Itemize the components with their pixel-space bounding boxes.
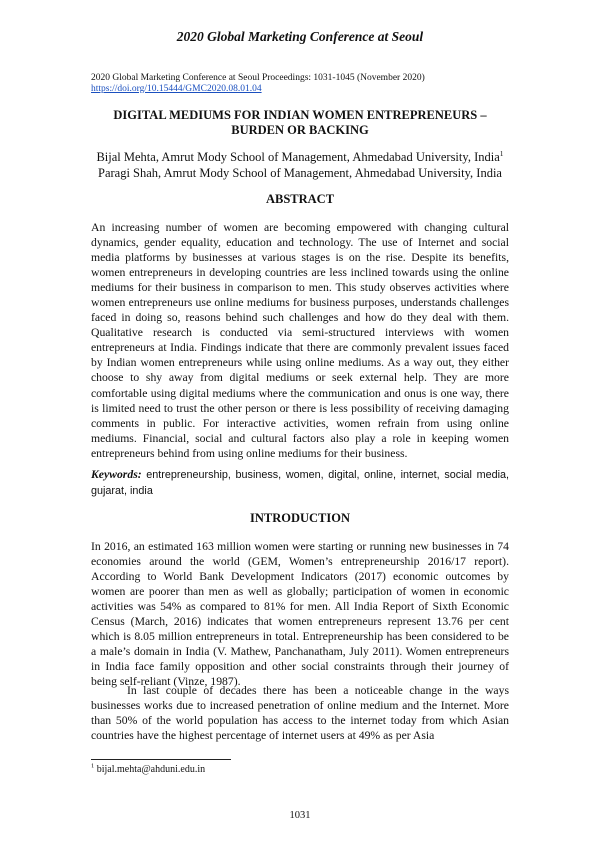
page-number: 1031 bbox=[289, 810, 311, 821]
author-2: Paragi Shah, Amrut Mody School of Management, Ahmedabad University, India bbox=[98, 166, 502, 180]
abstract-heading: ABSTRACT bbox=[265, 192, 335, 206]
author-1: Bijal Mehta, Amrut Mody School of Management, Ahmedabad University, India$^1$ bbox=[96, 148, 504, 164]
author-list bbox=[60, 149, 540, 181]
footnote-divider bbox=[91, 759, 231, 760]
intro-paragraph-1: In 2016, an estimated 163 million women were starting or running new businesses in 74 economies around the world (GEM, Women’s entrepreneurship 2016/17 report). According to World Bank Development Indicators (2017) economic outcomes by women are poorer than men as well as globally; participation of women in economic activities was 54% as compared to 81% for men. All India Report of Sixth Economic Census (March, 2016) indicates that women entrepreneurs represent 13.76 per cent which is 8.05 million entrepreneurs in total. Entrepreneurship has been considered to be a male’s domain in India (V. Mathew, Panchanatham, July 2011). Women entrepreneurs in India face family opposition and other social constraints through their journey of being self-reliant (Vinze, 1987). bbox=[91, 540, 509, 689]
intro-paragraph-2: In last couple of decades there has been a noticeable change in the ways businesses works due to increased penetration of online medium and the Internet. More than 50% of the world population has access to the internet today from which Asian countries have the highest percentage of internet users at 49% as per Asia bbox=[91, 684, 509, 743]
title-line-1: DIGITAL MEDIUMS FOR INDIAN WOMEN ENTREPRENEURS – bbox=[113, 108, 487, 122]
doi-link[interactable]: https://doi.org/10.15444/GMC2020.08.01.04 bbox=[91, 84, 262, 94]
footnote-marker: 1 bbox=[499, 148, 504, 158]
keywords-label: Keywords: bbox=[91, 468, 142, 481]
abstract-text: An increasing number of women are becoming empowered with changing cultural dynamics, gender equality, education and technology. The use of Internet and social media platforms by businesses at various stages is on the rise. Despite its benefits, women entrepreneurs in developing countries are less inclined towards using the online mediums for their business in comparison to men. This study observes activities where women entrepreneurs use online mediums for business purposes, understands challenges faced in doing so, reasons behind such challenges and how do they deal with them. Qualitative research is conducted via semi-structured interviews with women entrepreneurs at India. Findings indicate that there are commonly prevalent issues faced by Indian women entrepreneurs while using online mediums. As a way out, they either choose to shy away from digital mediums or seek external help. They are more comfortable using digital mediums where the communication and onus is one way, there is limited need to trust the other person or there is less possibility of receiving damaging comments in public. For interactive activities, women refrain from using online mediums. Financial, social and cultural factors also play a role in keeping women entrepreneurs behind from using online mediums for their business. bbox=[91, 221, 509, 460]
keywords bbox=[91, 467, 509, 499]
title-line-2: BURDEN OR BACKING bbox=[231, 123, 369, 137]
introduction-heading: INTRODUCTION bbox=[249, 511, 350, 525]
running-header: 2020 Global Marketing Conference at Seoul bbox=[176, 29, 424, 44]
paper-title bbox=[80, 108, 520, 138]
footnote-email[interactable]: bijal.mehta@ahduni.edu.in bbox=[96, 764, 206, 775]
proceedings-line: 2020 Global Marketing Conference at Seoul Proceedings: 1031-1045 (November 2020) bbox=[91, 73, 425, 83]
footnote: $^1$ bijal.mehta@ahduni.edu.in bbox=[91, 762, 206, 775]
keywords-text: entrepreneurship, business, women, digital, online, internet, social media, gujarat, india bbox=[91, 469, 509, 498]
